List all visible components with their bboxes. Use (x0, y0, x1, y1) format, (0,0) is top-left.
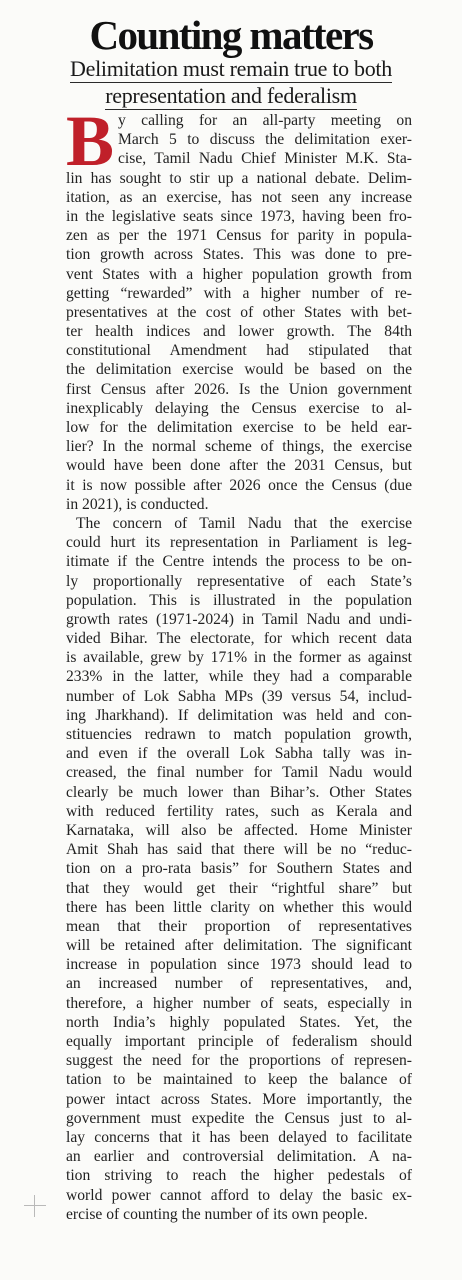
body-line: lay concerns that it has been delayed to facilitate (66, 1128, 412, 1146)
body-line: presentatives at the cost of other States with bet- (66, 303, 412, 321)
body-line: ercise of counting the number of its own people. (66, 1205, 368, 1223)
body-line: first Census after 2026. Is the Union government (66, 380, 412, 398)
body-line: tion striving to reach the higher pedestals of (66, 1167, 412, 1185)
body-line: tion growth across States. This was done to pre- (66, 246, 412, 264)
body-line: mean that their proportion of representatives (66, 917, 412, 935)
article-body (66, 101, 412, 1224)
body-line: 233% in the latter, while they had a comparable (66, 668, 412, 686)
body-line: vided Bihar. The electorate, for which recent data (66, 630, 412, 648)
body-line: will be retained after delimitation. The significant (66, 937, 412, 955)
body-line: world power cannot afford to delay the basic ex- (66, 1186, 412, 1204)
body-line: would have been done after the 2031 Census, but (66, 457, 412, 475)
body-line: is available, grew by 171% in the former as against (66, 649, 412, 667)
body-line: cise, Tamil Nadu Chief Minister M.K. Sta- (118, 150, 412, 168)
body-line: the delimitation exercise would be based on the (66, 361, 412, 379)
body-line: there has been little clarity on whether this would (66, 898, 412, 916)
body-line: north India’s highly populated States. Yet, the (66, 1013, 412, 1031)
body-line: Amit Shah has said that there will be no “reduc- (66, 841, 412, 859)
body-line: ter health indices and lower growth. The 84th (66, 323, 412, 341)
body-line: vent States with a higher population growth from (66, 265, 412, 283)
body-line: and even if the overall Lok Sabha tally was in- (66, 745, 412, 763)
subhead-line-2: representation and federalism (105, 83, 357, 108)
body-line: getting “rewarded” with a higher number of re- (66, 284, 412, 302)
body-line: power intact across States. More importantly, the (66, 1090, 412, 1108)
body-line: an earlier and controversial delimitation. A na- (66, 1148, 412, 1166)
body-line: government must expedite the Census just to al- (66, 1109, 412, 1127)
body-line: growth rates (1971-2024) in Tamil Nadu and undi- (66, 610, 412, 628)
body-line: tion on a pro-rata basis” for Southern States and (66, 860, 412, 878)
body-line: lin has sought to stir up a national debate. Delim- (66, 169, 412, 187)
body-line: population. This is illustrated in the population (66, 591, 412, 609)
body-line: therefore, a higher number of seats, especially in (66, 994, 412, 1012)
body-line: constitutional Amendment had stipulated that (66, 342, 412, 360)
body-line: increase in population since 1973 should lead to (66, 956, 412, 974)
body-line: in the legislative seats since 1973, having been fro- (66, 207, 412, 225)
body-line: March 5 to discuss the delimitation exer- (118, 131, 412, 149)
body-line: The concern of Tamil Nadu that the exercise (76, 514, 412, 532)
body-line: with reduced fertility rates, such as Kerala and (66, 802, 412, 820)
body-line: an increased number of representatives, and, (66, 975, 412, 993)
body-line: inexplicably delaying the Census exercise to al- (66, 399, 412, 417)
body-line: that they would get their “rightful share” but (66, 879, 412, 897)
body-line: number of Lok Sabha MPs (39 versus 54, includ- (66, 687, 412, 705)
subhead-line-1: Delimitation must remain true to both (70, 56, 392, 81)
body-line: y calling for an all-party meeting on (118, 112, 412, 129)
body-line: equally important principle of federalism should (66, 1033, 412, 1050)
body-line: zen as per the 1971 Census for parity in popula- (66, 227, 412, 245)
body-line: low for the delimitation exercise to be held ear- (66, 419, 412, 436)
body-line: itimate if the Centre intends the process to be on- (66, 553, 412, 571)
body-line: ly proportionally representative of each State’s (66, 572, 412, 590)
article-headline: Counting matters (89, 12, 373, 58)
body-line: creased, the final number for Tamil Nadu would (66, 764, 412, 782)
body-line: it is now possible after 2026 once the Census (due (66, 476, 412, 494)
body-line: suggest the need for the proportions of represen- (66, 1052, 412, 1070)
body-line: ing Jharkhand). If delimitation was held and con- (66, 706, 412, 724)
body-line: clearly be much lower than Bihar’s. Other States (66, 783, 412, 801)
drop-cap: B (66, 101, 115, 181)
body-line: in 2021), is conducted. (66, 495, 209, 513)
body-line: could hurt its representation in Parliament is leg- (66, 534, 412, 552)
body-line: Karnataka, will also be affected. Home Minister (66, 821, 412, 839)
crosshair-icon (24, 1195, 46, 1217)
body-line: itation, as an exercise, has not seen any increase (66, 188, 412, 206)
body-line: tation to be maintained to keep the balance of (66, 1071, 412, 1089)
body-line: lier? In the normal scheme of things, the exercise (66, 438, 412, 456)
body-line: stituencies redrawn to match population growth, (66, 726, 412, 743)
